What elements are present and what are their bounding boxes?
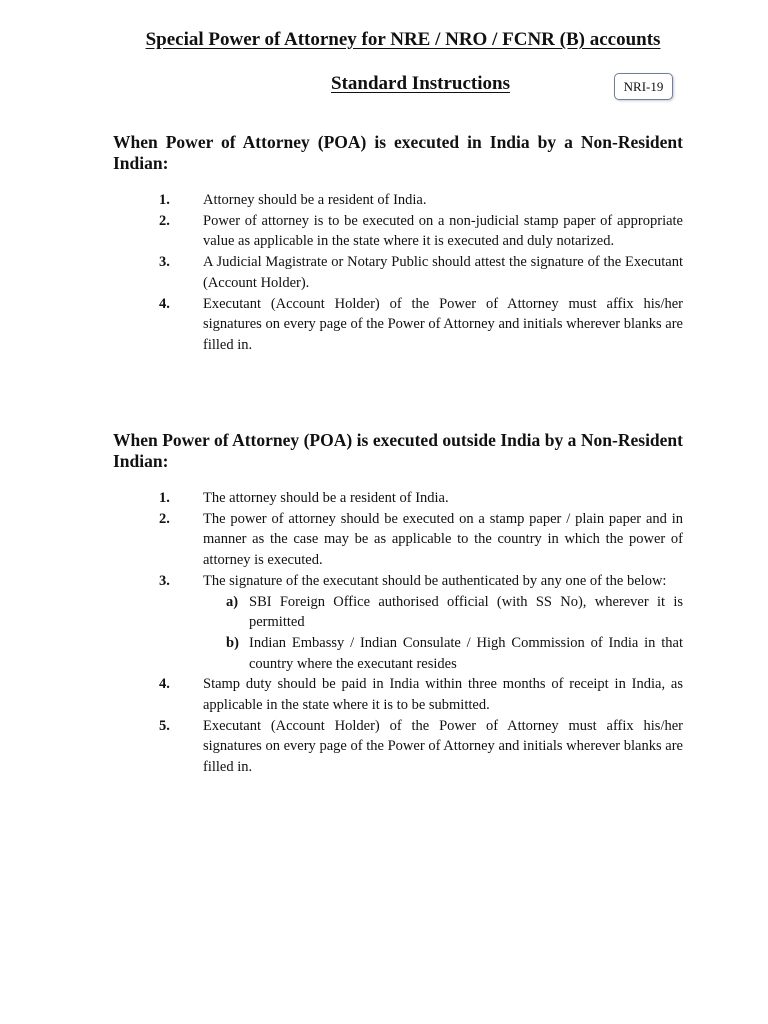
- item-text: The power of attorney should be executed on a stamp paper / plain paper and in manner as the case may be as applicable to the country in which the power of attorney is executed.: [203, 510, 683, 569]
- authentication-options-list: [0, 592, 768, 675]
- list-item: [0, 571, 768, 675]
- item-number: 3.: [159, 254, 170, 271]
- item-text: Executant (Account Holder) of the Power of Attorney must affix his/her signatures on every page of the Power of Attorney and initials wherever blanks are filled in.: [203, 717, 683, 776]
- item-text: A Judicial Magistrate or Notary Public should attest the signature of the Executant (Account Holder).: [203, 254, 683, 291]
- item-text: The attorney should be a resident of India.: [203, 490, 449, 506]
- item-number: 4.: [159, 295, 170, 312]
- item-number: 1.: [159, 192, 170, 208]
- sub-item-text: Indian Embassy / Indian Consulate / High Commission of India in that country where the executant resides: [249, 634, 683, 672]
- list-item: [0, 190, 768, 211]
- page-title: Special Power of Attorney for NRE / NRO / FCNR (B) accounts: [145, 29, 661, 50]
- list-item: [0, 674, 768, 715]
- section-heading-in-india: When Power of Attorney (POA) is executed in India by a Non-Resident Indian:: [113, 132, 683, 173]
- item-number: 4.: [159, 676, 170, 693]
- sub-item-text: SBI Foreign Office authorised official (with SS No), wherever it is permitted: [249, 593, 683, 631]
- list-item: [0, 716, 768, 778]
- item-number: 2.: [159, 510, 170, 527]
- sub-list-item: [0, 633, 768, 674]
- list-item: [0, 211, 768, 252]
- sub-list-item: [0, 592, 768, 633]
- instructions-list-outside-india: [0, 488, 768, 778]
- list-item: [0, 252, 768, 293]
- list-item: [0, 488, 768, 509]
- item-text: The signature of the executant should be authenticated by any one of the below:: [203, 572, 667, 589]
- item-text: Attorney should be a resident of India.: [203, 192, 427, 208]
- item-number: 1.: [159, 490, 170, 506]
- item-number: 3.: [159, 572, 170, 589]
- document-subtitle: Standard Instructions: [331, 73, 510, 94]
- instructions-list-in-india: [0, 190, 768, 356]
- list-item: [0, 509, 768, 571]
- form-code-badge: NRI-19: [614, 73, 673, 100]
- item-number: 2.: [159, 212, 170, 229]
- item-text: Stamp duty should be paid in India within three months of receipt in India, as applicable in the state where it is to be submitted.: [203, 676, 683, 714]
- item-text: Power of attorney is to be executed on a non-judicial stamp paper of appropriate value as applicable in the state where it is executed and duly notarized.: [203, 212, 683, 250]
- list-item: [0, 294, 768, 356]
- item-number: 5.: [159, 717, 170, 734]
- sub-item-letter: a): [226, 593, 239, 610]
- sub-item-letter: b): [226, 634, 239, 651]
- item-text: Executant (Account Holder) of the Power of Attorney must affix his/her signatures on every page of the Power of Attorney and initials wherever blanks are filled in.: [203, 295, 683, 353]
- section-heading-outside-india: When Power of Attorney (POA) is executed outside India by a Non-Resident Indian:: [113, 430, 683, 471]
